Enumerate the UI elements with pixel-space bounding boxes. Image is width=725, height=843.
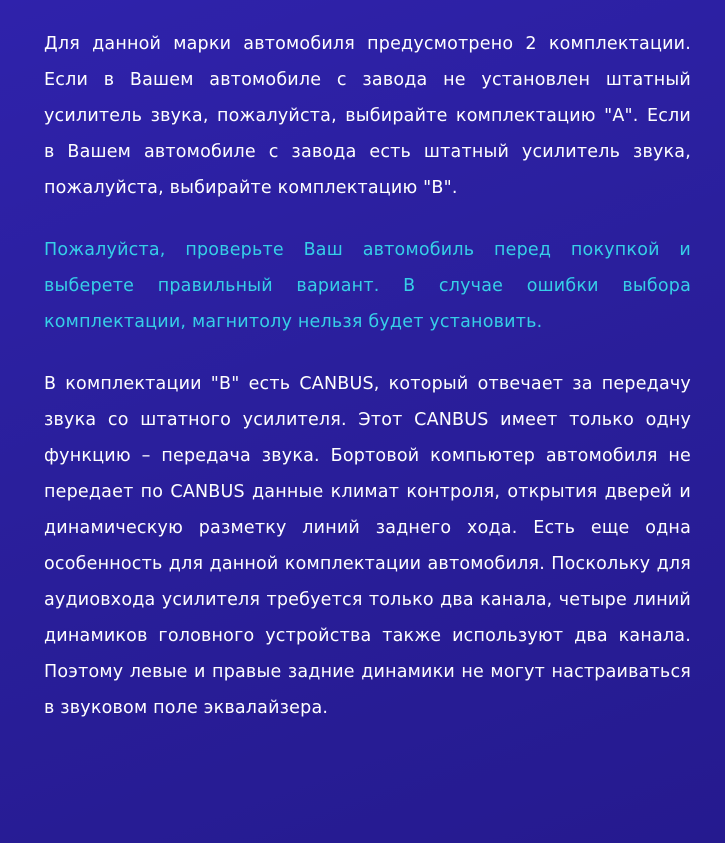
- paragraph-warning: Пожалуйста, проверьте Ваш автомобиль перед покупкой и выберете правильный вариант. В случае ошибки выбора комплектации, магнитолу нельзя будет установить.: [44, 240, 691, 332]
- paragraph-intro: Для данной марки автомобиля предусмотрено 2 комплектации. Если в Вашем автомобиле с завода не установлен штатный усилитель звука, пожалуйста, выбирайте комплектацию "А". Если в Вашем автомобиле с завода есть штатный усилитель звука, пожалуйста, выбирайте комплектацию "В".: [44, 34, 691, 198]
- paragraph-canbus-details: В комплектации "В" есть CANBUS, который отвечает за передачу звука со штатного усилителя. Этот CANBUS имеет только одну функцию – передача звука. Бортовой компьютер автомобиля не передает по CANBUS данные климат контроля, открытия дверей и динамическую разметку линий заднего хода. Есть еще одна особенность для данной комплектации автомобиля. Поскольку для аудиовхода усилителя требуется только два канала, четыре линий динамиков головного устройства также используют два канала. Поэтому левые и правые задние динамики не могут настраиваться в звуковом поле эквалайзера.: [44, 374, 691, 718]
